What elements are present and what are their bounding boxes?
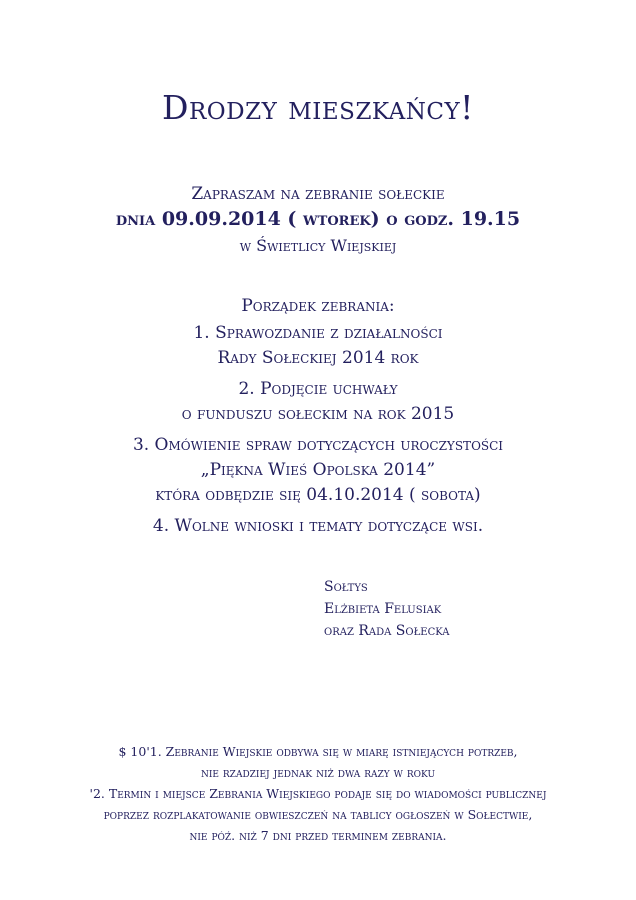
agenda-item-4 — [0, 514, 636, 539]
agenda-item-line: „Piękna Wieś Opolska 2014” — [200, 460, 436, 480]
signature-council: oraz Rada Sołecka — [324, 623, 450, 639]
agenda-item-line: 1. Sprawozdanie z działalności — [193, 323, 443, 343]
footnote-line: poprzez rozplakatowanie obwieszczeń na tablicy ogłoszeń w Sołectwie, — [103, 807, 533, 822]
agenda-item-2 — [0, 377, 636, 427]
agenda-item-3 — [0, 433, 636, 508]
footnote-line: $ 10'1. Zebranie Wiejskie odbywa się w miarę istniejących potrzeb, — [118, 744, 518, 759]
agenda-item-line: 4. Wolne wnioski i tematy dotyczące wsi. — [152, 516, 484, 536]
agenda-block — [0, 293, 636, 545]
invitation-place-line: w Świetlicy Wiejskiej — [239, 236, 397, 255]
signature-name: Elżbieta Felusiak — [324, 601, 442, 617]
page-title: Drodzy mieszkańcy! — [162, 88, 474, 127]
invitation-block — [0, 182, 636, 260]
footnote-line: nie rzadziej jednak niż dwa razy w roku — [200, 765, 436, 780]
agenda-item-line: Rady Sołeckiej 2014 rok — [217, 348, 419, 368]
signature-role: Sołtys — [324, 579, 368, 595]
agenda-item-line: 2. Podjęcie uchwały — [238, 379, 398, 399]
agenda-title: Porządek zebrania: — [241, 296, 395, 316]
footnote-line: nie póź. niż 7 dni przed terminem zebrania. — [189, 828, 447, 843]
invitation-line: Zapraszam na zebranie sołeckie — [191, 184, 445, 204]
agenda-item-line: która odbędzie się 04.10.2014 ( sobota) — [155, 485, 481, 505]
agenda-item-line: 3. Omówienie spraw dotyczących uroczystości — [132, 435, 504, 455]
legal-footnote — [0, 741, 636, 846]
signature-block — [324, 576, 450, 642]
agenda-item-1 — [0, 321, 636, 371]
agenda-item-line: o funduszu sołeckim na rok 2015 — [181, 404, 455, 424]
invitation-date-line: dnia 09.09.2014 ( wtorek) o godz. 19.15 — [115, 208, 521, 230]
footnote-line: '2. Termin i miejsce Zebrania Wiejskiego podaje się do wiadomości publicznej — [89, 786, 547, 801]
